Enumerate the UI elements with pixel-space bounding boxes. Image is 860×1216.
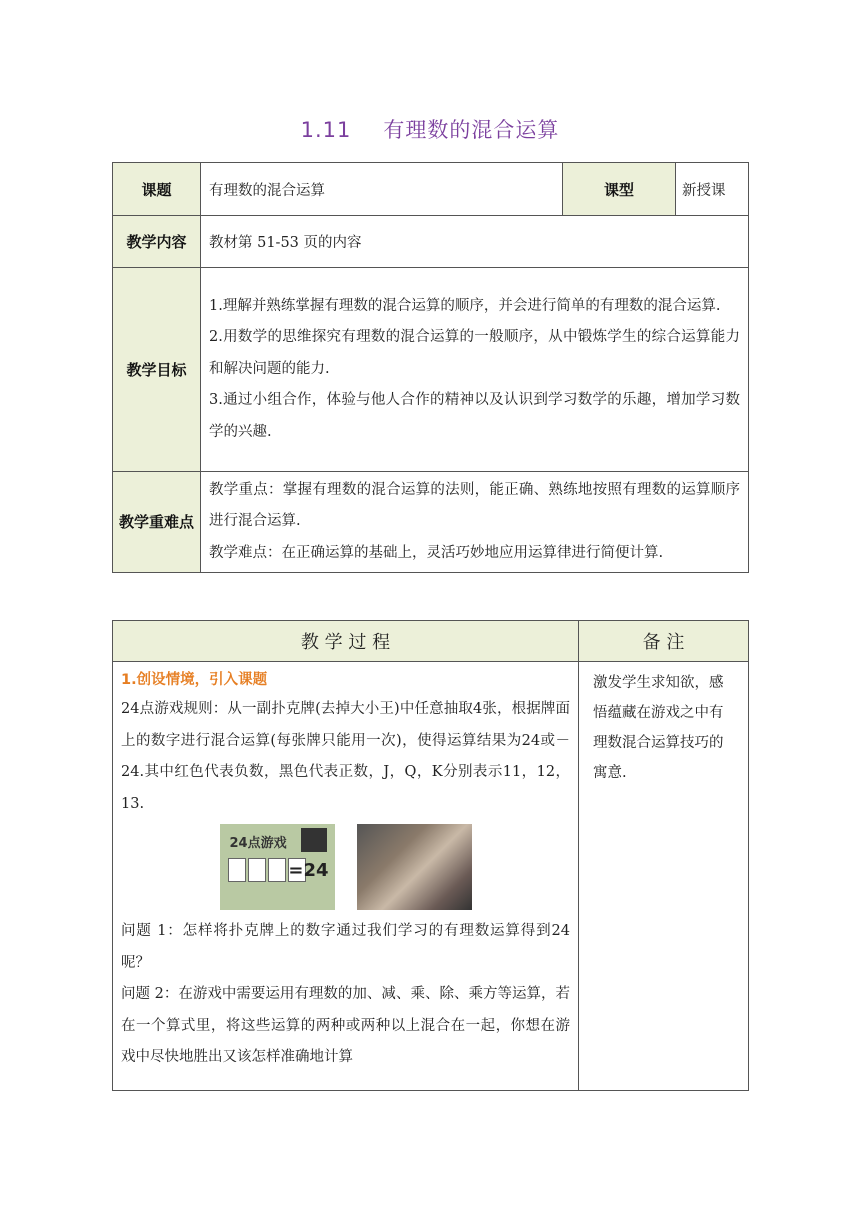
title-text: 有理数的混合运算: [383, 118, 560, 142]
question-2: 问题 2：在游戏中需要运用有理数的加、减、乘、除、乘方等运算，若在一个算式里，将这些运算的两种或两种以上混合在一起，你想在游戏中尽快地胜出又该怎样准确地计算: [121, 986, 570, 1065]
keypoints-row: [113, 472, 749, 573]
game-poster-image: [220, 824, 335, 910]
process-header-row: [113, 621, 749, 662]
topic-label: 课题: [113, 163, 201, 216]
teaching-process-table: [112, 620, 749, 1091]
students-playing-photo: [357, 824, 472, 910]
game-rules: 24点游戏规则：从一副扑克牌(去掉大小王)中任意抽取4张，根据牌面上的数字进行混合运算(每张牌只能用一次)，使得运算结果为24或－24.其中红色代表负数，黑色代表正数，J，Q，K分别表示11，12，13.: [121, 701, 570, 812]
content-value: 教材第 51-53 页的内容: [201, 216, 749, 268]
process-body-row: [113, 662, 749, 1091]
title-number: 1.11: [300, 118, 352, 142]
type-value: 新授课: [676, 163, 749, 216]
poster-number: =24: [288, 860, 329, 881]
section-title: 1.创设情境，引入课题: [121, 672, 268, 688]
content-label: 教学内容: [113, 216, 201, 268]
goal-2: 2.用数学的思维探究有理数的混合运算的一般顺序，从中锻炼学生的综合运算能力和解决问题的能力.: [209, 329, 740, 377]
playing-card-icon: [268, 858, 286, 882]
keypoint-difficulty: 教学难点：在正确运算的基础上，灵活巧妙地应用运算律进行简便计算.: [209, 544, 664, 561]
notes-header: 备 注: [579, 621, 749, 662]
poster-label: 24点游戏: [229, 836, 287, 851]
topic-row: [113, 163, 749, 216]
playing-card-icon: [248, 858, 266, 882]
content-row: [113, 216, 749, 268]
playing-card-icon: [228, 858, 246, 882]
card-deck-icon: [301, 828, 327, 852]
question-1: 问题 1：怎样将扑克牌上的数字通过我们学习的有理数运算得到24呢？: [121, 923, 570, 971]
type-label: 课型: [563, 163, 676, 216]
page-title: [0, 114, 860, 144]
lesson-info-table: [112, 162, 749, 573]
process-content: [113, 662, 579, 1091]
goals-label: 教学目标: [113, 268, 201, 472]
topic-value: 有理数的混合运算: [201, 163, 563, 216]
keypoints-label: 教学重难点: [113, 472, 201, 573]
goals-cell: [201, 268, 749, 472]
goal-1: 1.理解并熟练掌握有理数的混合运算的顺序，并会进行简单的有理数的混合运算.: [209, 297, 721, 314]
images-row: [121, 824, 570, 910]
keypoint-focus: 教学重点：掌握有理数的混合运算的法则，能正确、熟练地按照有理数的运算顺序进行混合运算.: [209, 481, 740, 530]
process-header: 教 学 过 程: [113, 621, 579, 662]
note-cell: 激发学生求知欲，感悟蕴藏在游戏之中有理数混合运算技巧的寓意.: [579, 662, 749, 1091]
keypoints-cell: [201, 472, 749, 573]
goals-row: [113, 268, 749, 472]
goal-3: 3.通过小组合作，体验与他人合作的精神以及认识到学习数学的乐趣，增加学习数学的兴趣.: [209, 392, 740, 440]
